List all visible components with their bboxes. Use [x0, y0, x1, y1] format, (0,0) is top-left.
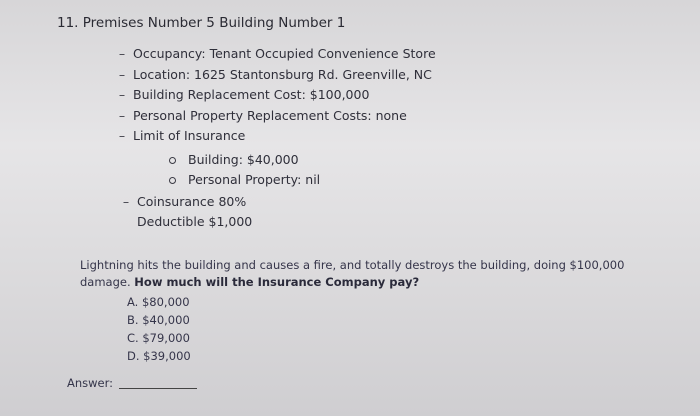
dash-bullet-icon: –	[118, 46, 126, 61]
coinsurance-text: Coinsurance 80%	[137, 194, 247, 209]
option-c: C. $79,000	[127, 331, 190, 345]
list-item	[116, 44, 436, 65]
option-b: B. $40,000	[127, 313, 190, 327]
coinsurance-item	[120, 192, 246, 212]
circle-bullet-icon	[169, 177, 176, 184]
limit-building: Building: $40,000	[188, 152, 299, 167]
dash-bullet-icon: –	[118, 128, 126, 144]
question-text	[80, 257, 624, 291]
detail-personal-property-cost: Personal Property Replacement Costs: none	[133, 107, 407, 123]
list-item	[168, 150, 320, 170]
limit-personal-property: Personal Property: nil	[188, 172, 321, 187]
detail-limit-of-insurance: Limit of Insurance	[133, 128, 246, 144]
list-item	[116, 126, 436, 147]
list-item	[116, 65, 436, 86]
answer-label: Answer:	[67, 376, 114, 390]
circle-bullet-icon	[169, 157, 176, 164]
question-heading: 11. Premises Number 5 Building Number 1	[57, 15, 346, 31]
question-line-2	[80, 274, 624, 291]
option-a: A. $80,000	[127, 295, 190, 309]
deductible-text: Deductible $1,000	[137, 214, 253, 229]
answer-blank-line	[119, 388, 197, 389]
premises-details-list	[116, 44, 436, 147]
answer-row	[67, 376, 197, 390]
list-item	[116, 106, 436, 127]
question-line-1: Lightning hits the building and causes a fire, and totally destroys the building, doing $100,000	[80, 258, 625, 272]
detail-occupancy: Occupancy: Tenant Occupied Convenience Store	[133, 46, 436, 61]
dash-bullet-icon: –	[118, 66, 126, 82]
list-item	[116, 85, 436, 106]
answer-options	[127, 293, 191, 365]
list-item	[168, 170, 320, 190]
dash-bullet-icon: –	[122, 194, 130, 209]
limits-sublist	[168, 150, 320, 190]
question-line-2-plain: damage.	[80, 275, 135, 289]
option-d: D. $39,000	[127, 349, 191, 363]
detail-building-cost: Building Replacement Cost: $100,000	[133, 87, 370, 103]
dash-bullet-icon: –	[118, 87, 126, 103]
detail-location: Location: 1625 Stantonsburg Rd. Greenville, NC	[133, 66, 432, 82]
dash-bullet-icon: –	[118, 107, 126, 123]
question-prompt: How much will the Insurance Company pay?	[134, 275, 420, 289]
